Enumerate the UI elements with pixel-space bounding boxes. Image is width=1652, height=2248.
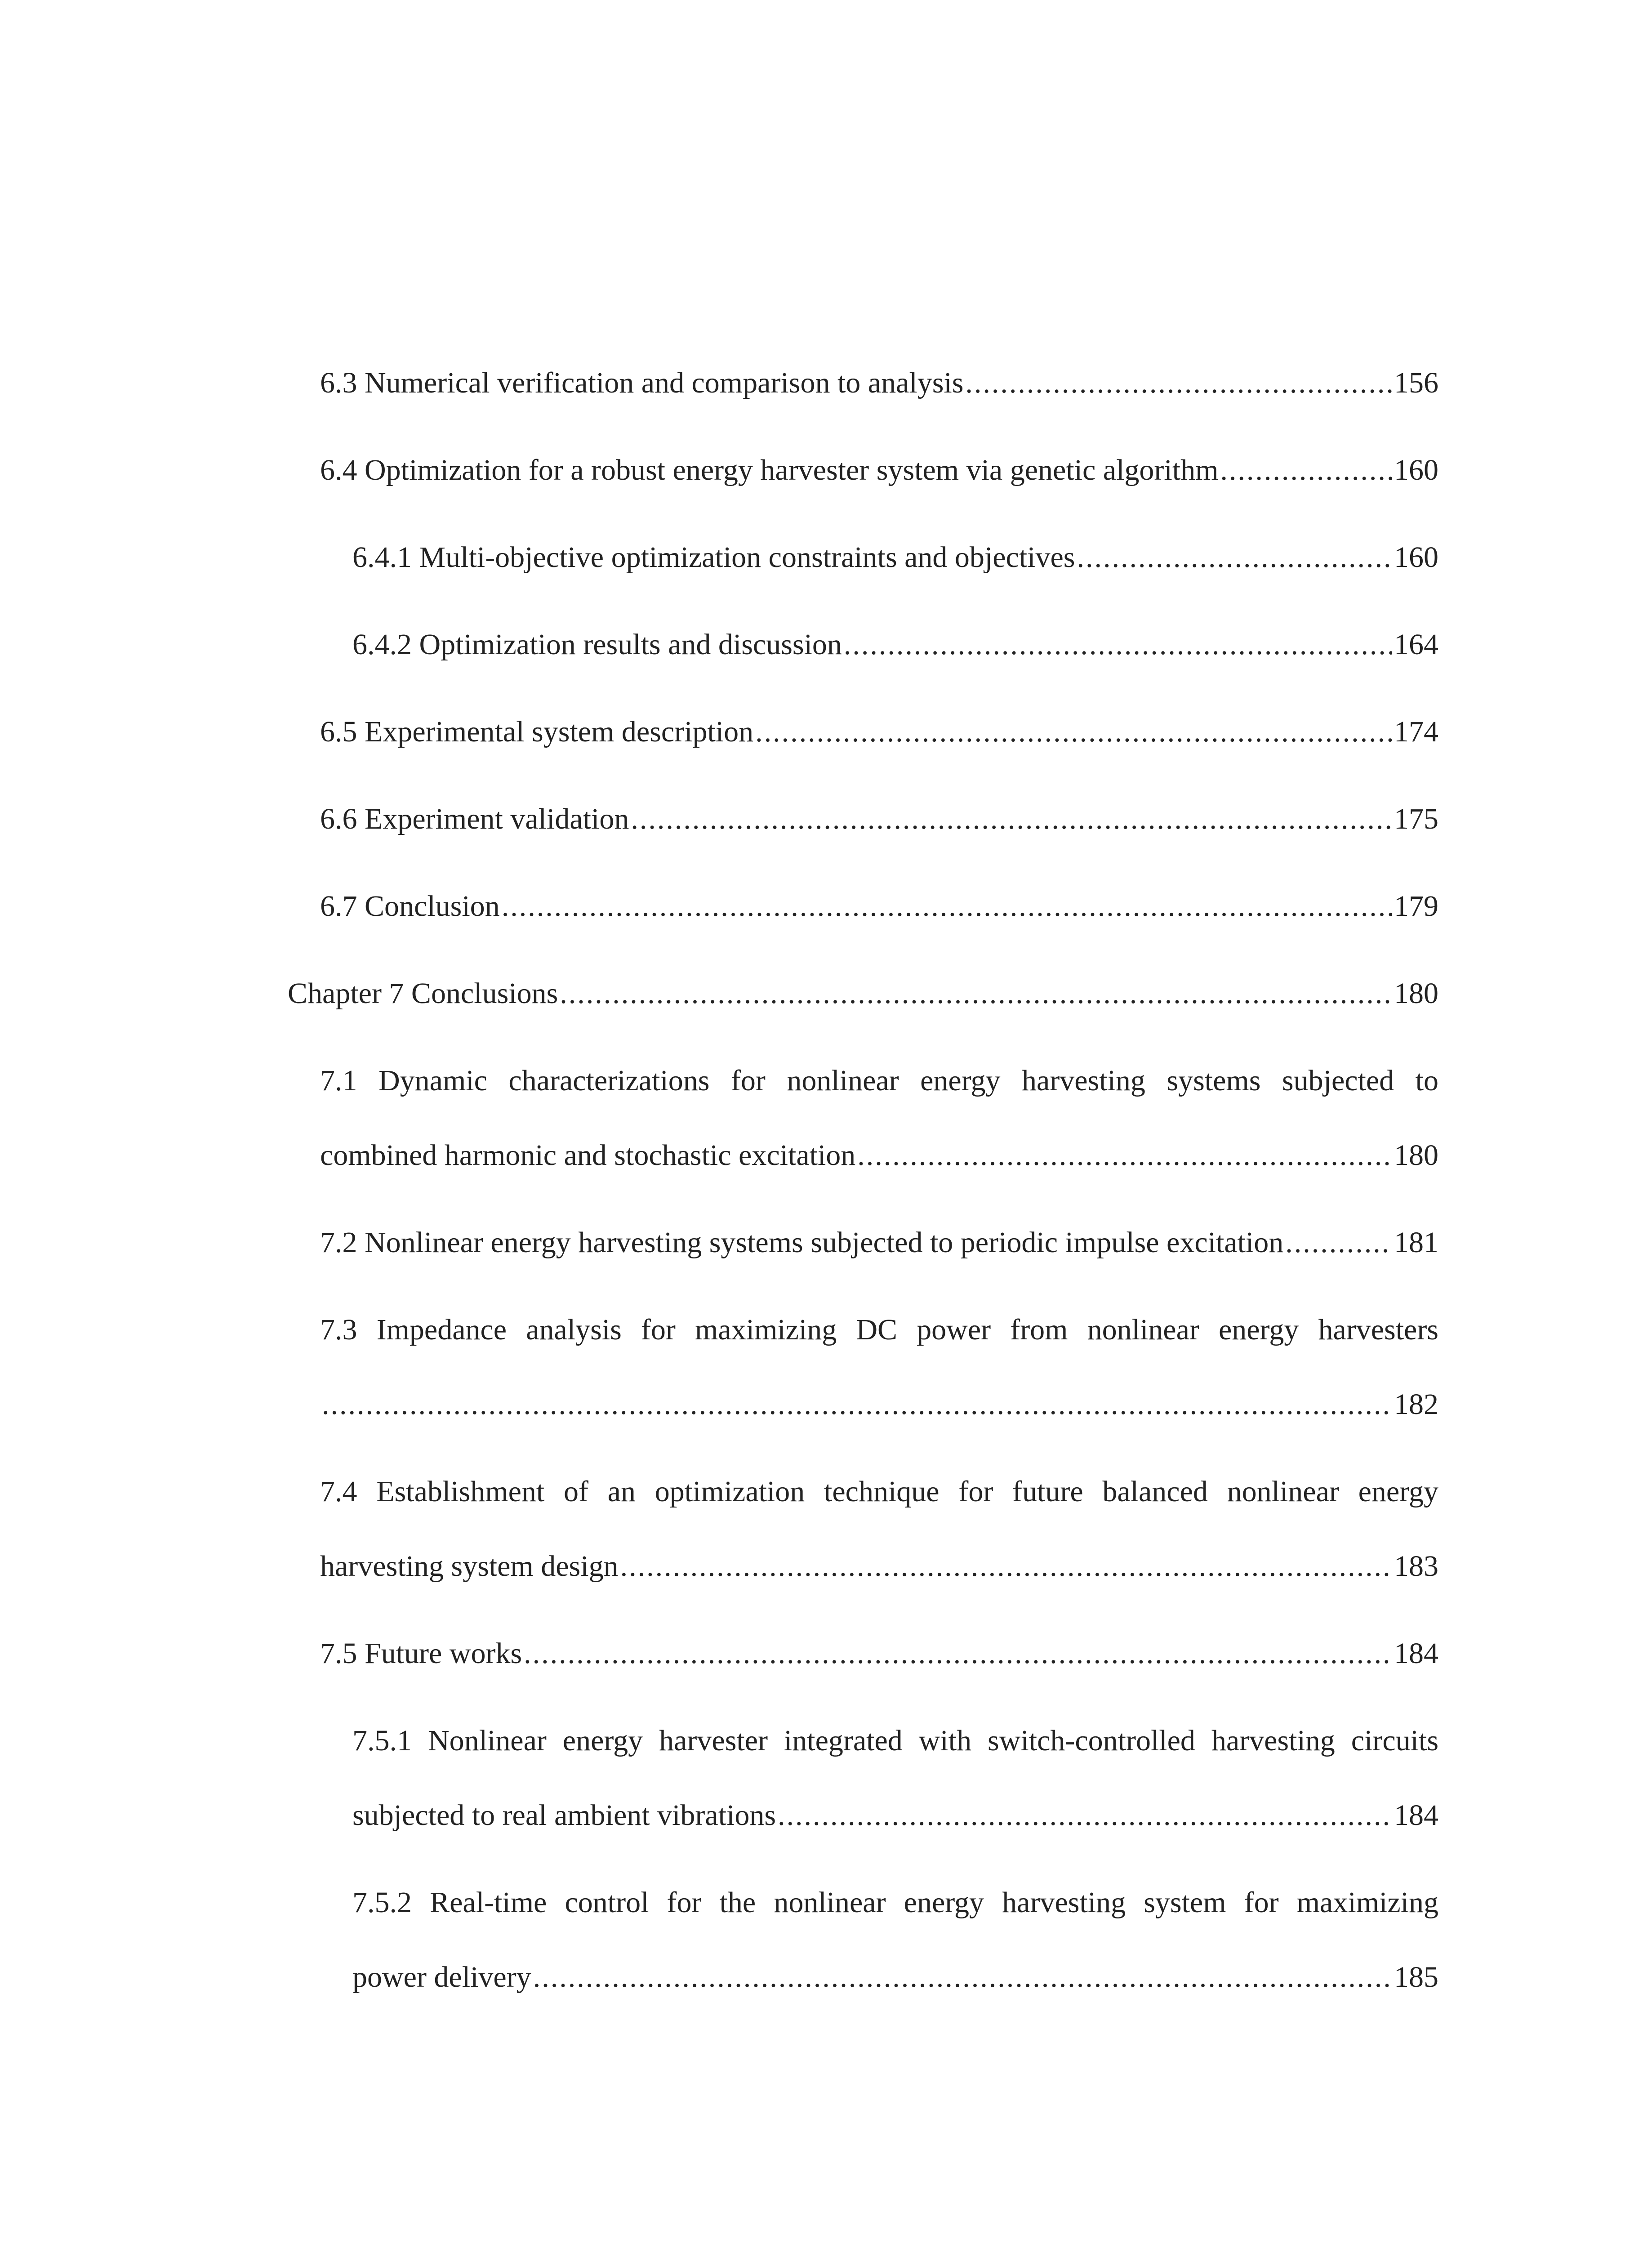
dot-leader xyxy=(524,1636,1392,1672)
toc-entry xyxy=(320,1548,1438,1584)
toc-entry-page: 184 xyxy=(1394,1799,1438,1832)
toc-entry-title: 6.6 Experiment validation xyxy=(320,803,629,835)
toc-entry-page: 181 xyxy=(1394,1226,1438,1259)
toc-entry-page: 185 xyxy=(1394,1961,1438,1994)
dot-leader xyxy=(965,365,1392,401)
dot-leader xyxy=(755,714,1392,750)
toc-entry xyxy=(320,1636,1438,1672)
toc-entry-page: 179 xyxy=(1394,890,1438,923)
toc-entry-title: 6.7 Conclusion xyxy=(320,890,500,923)
toc-entry xyxy=(320,365,1438,401)
toc-entry-title: 7.2 Nonlinear energy harvesting systems subjected to periodic impulse excitation xyxy=(320,1226,1284,1259)
toc-entry xyxy=(320,452,1438,488)
toc-entry xyxy=(320,1137,1438,1173)
toc-entry xyxy=(320,888,1438,924)
toc-entry xyxy=(352,540,1438,575)
toc-entry-first-line: 7.5.2 Real-time control for the nonlinear energy harvesting system for maximizing xyxy=(352,1886,1438,1919)
toc-entry-page: 184 xyxy=(1394,1637,1438,1670)
dot-leader xyxy=(1077,540,1393,575)
toc-chapter-entry xyxy=(288,976,1438,1012)
dot-leader xyxy=(844,627,1392,663)
toc-entry-page: 180 xyxy=(1394,977,1438,1010)
toc-entry xyxy=(352,627,1438,663)
toc-entry xyxy=(352,1798,1438,1833)
toc-entry xyxy=(352,1959,1438,1995)
toc-entry-title: Chapter 7 Conclusions xyxy=(288,977,558,1010)
toc-entry xyxy=(320,714,1438,750)
toc-entry-page: 180 xyxy=(1394,1139,1438,1172)
dot-leader xyxy=(322,1387,1392,1423)
toc-entry-page: 160 xyxy=(1394,454,1438,486)
toc-entry xyxy=(320,1387,1438,1423)
dot-leader xyxy=(502,888,1392,924)
toc-entry-page: 175 xyxy=(1394,803,1438,835)
dot-leader xyxy=(631,801,1392,837)
toc-entry xyxy=(320,1225,1438,1261)
toc-entry-title: 6.4.1 Multi-objective optimization constraints and objectives xyxy=(352,541,1075,574)
dot-leader xyxy=(620,1548,1392,1584)
toc-entry-title: combined harmonic and stochastic excitation xyxy=(320,1139,856,1172)
toc-entry-title: 6.5 Experimental system description xyxy=(320,715,754,748)
toc-entry-first-line: 7.5.1 Nonlinear energy harvester integrated with switch-controlled harvesting circuits xyxy=(352,1724,1438,1757)
toc-entry-page: 182 xyxy=(1394,1388,1438,1421)
toc-entry-first-line: 7.4 Establishment of an optimization technique for future balanced nonlinear energy xyxy=(320,1475,1438,1508)
dot-leader xyxy=(560,976,1392,1012)
toc-entry xyxy=(320,801,1438,837)
dot-leader xyxy=(533,1959,1392,1995)
dot-leader xyxy=(857,1137,1392,1173)
toc-entry-title: 6.4.2 Optimization results and discussion xyxy=(352,628,842,661)
toc-entry-page: 174 xyxy=(1394,715,1438,748)
toc-entry-first-line: 7.3 Impedance analysis for maximizing DC power from nonlinear energy harvesters xyxy=(320,1313,1438,1346)
toc-entry-page: 160 xyxy=(1394,541,1438,574)
toc-entry-title: 6.4 Optimization for a robust energy harvester system via genetic algorithm xyxy=(320,454,1219,486)
toc-entry-first-line: 7.1 Dynamic characterizations for nonlinear energy harvesting systems subjected to xyxy=(320,1064,1438,1097)
toc-entry-title: 7.5 Future works xyxy=(320,1637,522,1670)
toc-entry-title: power delivery xyxy=(352,1961,531,1994)
dot-leader xyxy=(778,1798,1392,1833)
toc-entry-title: subjected to real ambient vibrations xyxy=(352,1799,776,1832)
toc-entry-page: 164 xyxy=(1394,628,1438,661)
toc-entry-page: 183 xyxy=(1394,1550,1438,1583)
dot-leader xyxy=(1220,452,1392,488)
toc-entry-title: harvesting system design xyxy=(320,1550,619,1583)
toc-entry-title: 6.3 Numerical verification and comparison to analysis xyxy=(320,366,964,399)
dot-leader xyxy=(1285,1225,1392,1261)
toc-entry-page: 156 xyxy=(1394,366,1438,399)
